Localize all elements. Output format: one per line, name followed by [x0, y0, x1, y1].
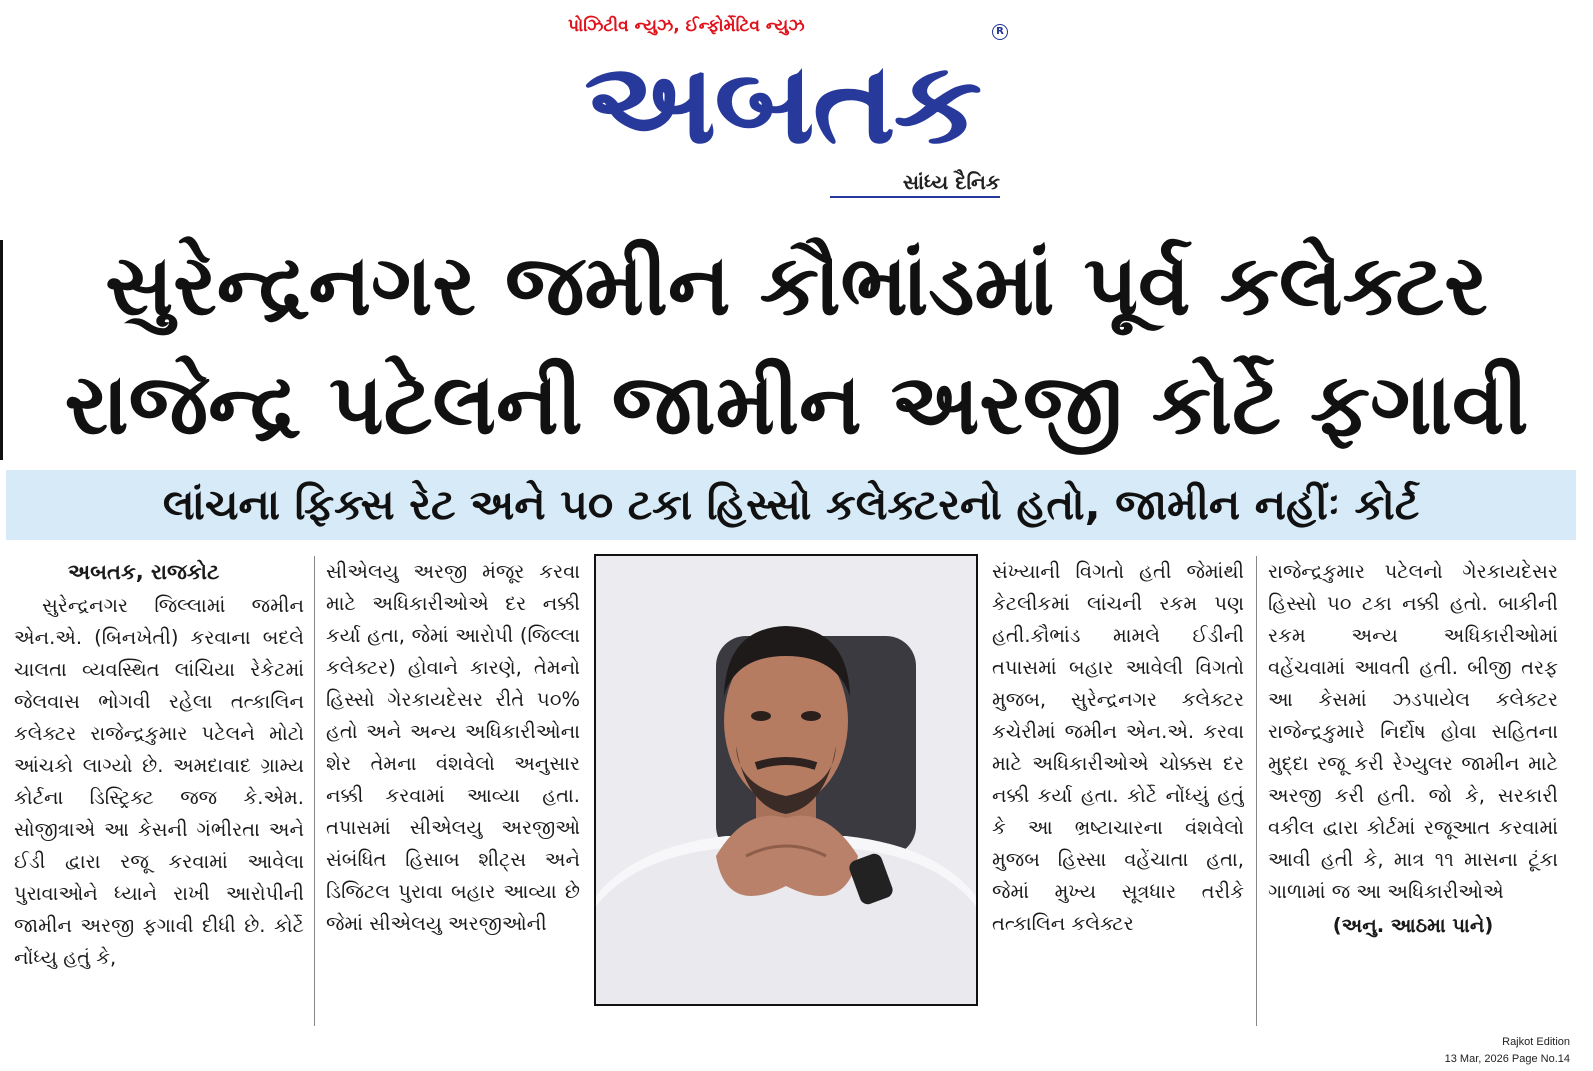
- column-4-text: રાજેન્દ્રકુમાર પટેલનો ગેરકાયદેસર હિસ્સો ૫૦ ટકા નક્કી હતો. બાકીની રકમ અન્ય અધિકારીઓમાં વહેંચવામાં આવતી હતી. બીજી તરફ આ કેસમાં ઝડપાયેલ કલેક્ટર રાજેન્દ્રકુમારે નિર્દોષ હોવા સહિતના મુદ્દા રજૂ કરી રેગ્યુલર જામીન માટે અરજી કરી હતી. જો કે, સરકારી વકીલ દ્વારા કોર્ટમાં રજૂઆત કરવામાં આવી હતી કે, માત્ર ૧૧ માસના ટૂંકા ગાળામાં જ આ અધિકારીઓએ: [1268, 560, 1558, 903]
- left-rule: [0, 240, 3, 460]
- article-column-2: [326, 556, 580, 1032]
- column-divider: [314, 556, 315, 1026]
- masthead-tagline: પોઝિટીવ ન્યુઝ, ઈન્ફોર્મેટિવ ન્યુઝ: [568, 16, 805, 36]
- article-photo: [594, 554, 978, 1006]
- edition-info: [1380, 1034, 1570, 1068]
- article-column-3: [992, 556, 1244, 1032]
- column-divider: [1256, 556, 1257, 1026]
- person-portrait-icon: [596, 556, 976, 1004]
- column-2-text: સીએલયુ અરજી મંજૂર કરવા માટે અધિકારીઓએ દર નક્કી કર્યા હતા, જેમાં આરોપી (જિલ્લા કલેક્ટર) હોવાને કારણે, તેમનો હિસ્સો ગેરકાયદેસર રીતે ૫૦% હતો અને અન્ય અધિકારીઓના શેર તેમના વંશવેલો અનુસાર નક્કી કરવામાં આવ્યા હતા. તપાસમાં સીએલયુ અરજીઓ સંબંધિત હિસાબ શીટ્સ અને ડિજિટલ પુરાવા બહાર આવ્યા છે જેમાં સીએલયુ અરજીઓની: [326, 560, 580, 935]
- article-column-1: [14, 556, 304, 1032]
- edition-date-page: 13 Mar, 2026 Page No.14: [1444, 1053, 1570, 1065]
- dateline: અબતક, રાજકોટ: [68, 560, 220, 584]
- headline-line-1: સુરેન્દ્રનગર જમીન કૌભાંડમાં પૂર્વ કલેક્ટર: [105, 236, 1488, 334]
- newspaper-logo: અબતક: [584, 39, 980, 169]
- edition-name: Rajkot Edition: [1502, 1036, 1570, 1048]
- masthead-subtitle: સાંધ્ય દૈનિક: [902, 170, 1000, 194]
- headline-line-2: રાજેન્દ્ર પટેલની જામીન અરજી કોર્ટે ફગાવી: [64, 355, 1529, 453]
- masthead-underline: [830, 196, 1000, 198]
- subheadline: લાંચના ફિક્સ રેટ અને ૫૦ ટકા હિસ્સો કલેક્ટરનો હતો, જામીન નહીંઃ કોર્ટ: [162, 480, 1420, 529]
- column-3-text: સંખ્યાની વિગતો હતી જેમાંથી કેટલીકમાં લાંચની રકમ પણ હતી.કૌભાંડ મામલે ઈડીની તપાસમાં બહાર આવેલી વિગતો મુજબ, સુરેન્દ્રનગર કલેક્ટર કચેરીમાં જમીન એન.એ. કરવા માટે અધિકારીઓએ ચોક્કસ દર નક્કી કર્યા હતા. કોર્ટે નોંધ્યું હતું કે આ ભ્રષ્ટાચારના વંશવેલો મુજબ હિસ્સા વહેંચાતા હતા, જેમાં મુખ્ય સૂત્રધાર તરીકે તત્કાલિન કલેક્ટર: [992, 560, 1244, 935]
- registered-mark: R: [992, 24, 1008, 40]
- article-column-4: [1268, 556, 1558, 1032]
- subhead-band: [6, 470, 1576, 540]
- masthead: [560, 14, 1010, 204]
- column-1-text: સુરેન્દ્રનગર જિલ્લામાં જમીન એન.એ. (બિનખેતી) કરવાના બદલે ચાલતા વ્યવસ્થિત લાંચિયા રેકેટમાં જેલવાસ ભોગવી રહેલા તત્કાલિન કલેક્ટર રાજેન્દ્રકુમાર પટેલને મોટો આંચકો લાગ્યો છે. અમદાવાદ ગ્રામ્ય કોર્ટના ડિસ્ટ્રિક્ટ જજ કે.એમ. સોજીત્રાએ આ કેસની ગંભીરતા અને ઈડી દ્વારા રજૂ કરવામાં આવેલા પુરાવાઓને ધ્યાને રાખી આરોપીની જામીન અરજી ફગાવી દીધી છે. કોર્ટે નોંધ્યુ હતું કે,: [14, 594, 304, 969]
- continued-note: (અનુ. આઠમા પાને): [1332, 914, 1494, 937]
